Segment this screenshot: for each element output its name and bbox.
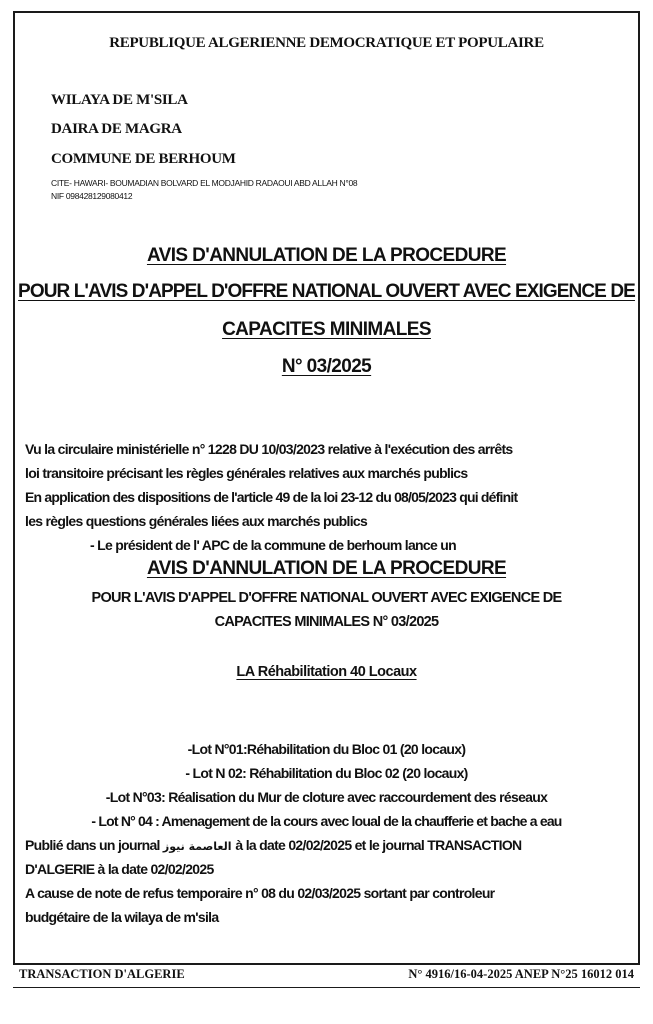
title-number: N° 03/2025 — [281, 356, 372, 377]
body-line-4: les règles questions générales liées aux marchés publics — [25, 513, 368, 529]
publication-text-a: Publié dans un journal — [25, 837, 163, 853]
notice-frame — [13, 11, 640, 965]
notice-title: AVIS D'ANNULATION DE LA PROCEDURE — [146, 558, 507, 579]
title-line-1: AVIS D'ANNULATION DE LA PROCEDURE — [146, 245, 507, 266]
wilaya-label: WILAYA DE M'SILA — [51, 92, 188, 108]
cause-line-2: budgétaire de la wilaya de m'sila — [25, 909, 219, 925]
body-line-5: - Le président de l' APC de la commune de berhoum lance un — [90, 537, 456, 553]
cause-line-1: A cause de note de refus temporaire n° 08 du 02/03/2025 sortant par controleur — [25, 885, 495, 901]
publication-line-1 — [25, 837, 638, 853]
daira-label: DAIRA DE MAGRA — [51, 121, 182, 137]
footer-reference: N° 4916/16-04-2025 ANEP N°25 16012 014 — [408, 967, 634, 981]
lot-4: - Lot N° 04 : Amenagement de la cours avec loual de la chaufferie et bache a eau — [91, 813, 562, 829]
notice-line-1: POUR L'AVIS D'APPEL D'OFFRE NATIONAL OUVERT AVEC EXIGENCE DE — [91, 590, 562, 606]
republic-header: REPUBLIQUE ALGERIENNE DEMOCRATIQUE ET POPULAIRE — [109, 35, 544, 51]
title-line-2: POUR L'AVIS D'APPEL D'OFFRE NATIONAL OUVERT AVEC EXIGENCE DE — [18, 281, 635, 302]
nif-line: NIF 098428129080412 — [51, 191, 133, 201]
body-line-1: Vu la circulaire ministérielle n° 1228 DU 10/03/2023 relative à l'exécution des arrêts — [25, 441, 513, 457]
body-line-3: En application des dispositions de l'article 49 de la loi 23-12 du 08/05/2023 qui définit — [25, 489, 518, 505]
notice-line-2: CAPACITES MINIMALES N° 03/2025 — [214, 614, 439, 630]
publication-text-b: à la date 02/02/2025 et le journal TRANSACTION — [231, 837, 522, 853]
journal-name-arabic: العاصمة نيوز — [162, 840, 232, 853]
footer-publication: TRANSACTION D'ALGERIE — [19, 967, 185, 981]
project-title: LA Réhabilitation 40 Locaux — [236, 664, 417, 680]
lot-3: -Lot N°03: Réalisation du Mur de cloture avec raccourdement des réseaux — [105, 789, 548, 805]
lot-2: - Lot N 02: Réhabilitation du Bloc 02 (20 locaux) — [185, 765, 468, 781]
footer — [13, 967, 640, 985]
publication-line-2: D'ALGERIE à la date 02/02/2025 — [25, 861, 214, 877]
commune-label: COMMUNE DE BERHOUM — [51, 151, 236, 167]
address-line: CITE- HAWARI- BOUMADIAN BOLVARD EL MODJAHID RADAOUI ABD ALLAH N°08 — [51, 178, 358, 188]
title-line-3: CAPACITES MINIMALES — [222, 319, 431, 340]
body-line-2: loi transitoire précisant les règles générales relatives aux marchés publics — [25, 465, 468, 481]
bottom-rule — [13, 987, 640, 988]
lot-1: -Lot N°01:Réhabilitation du Bloc 01 (20 locaux) — [187, 741, 466, 757]
